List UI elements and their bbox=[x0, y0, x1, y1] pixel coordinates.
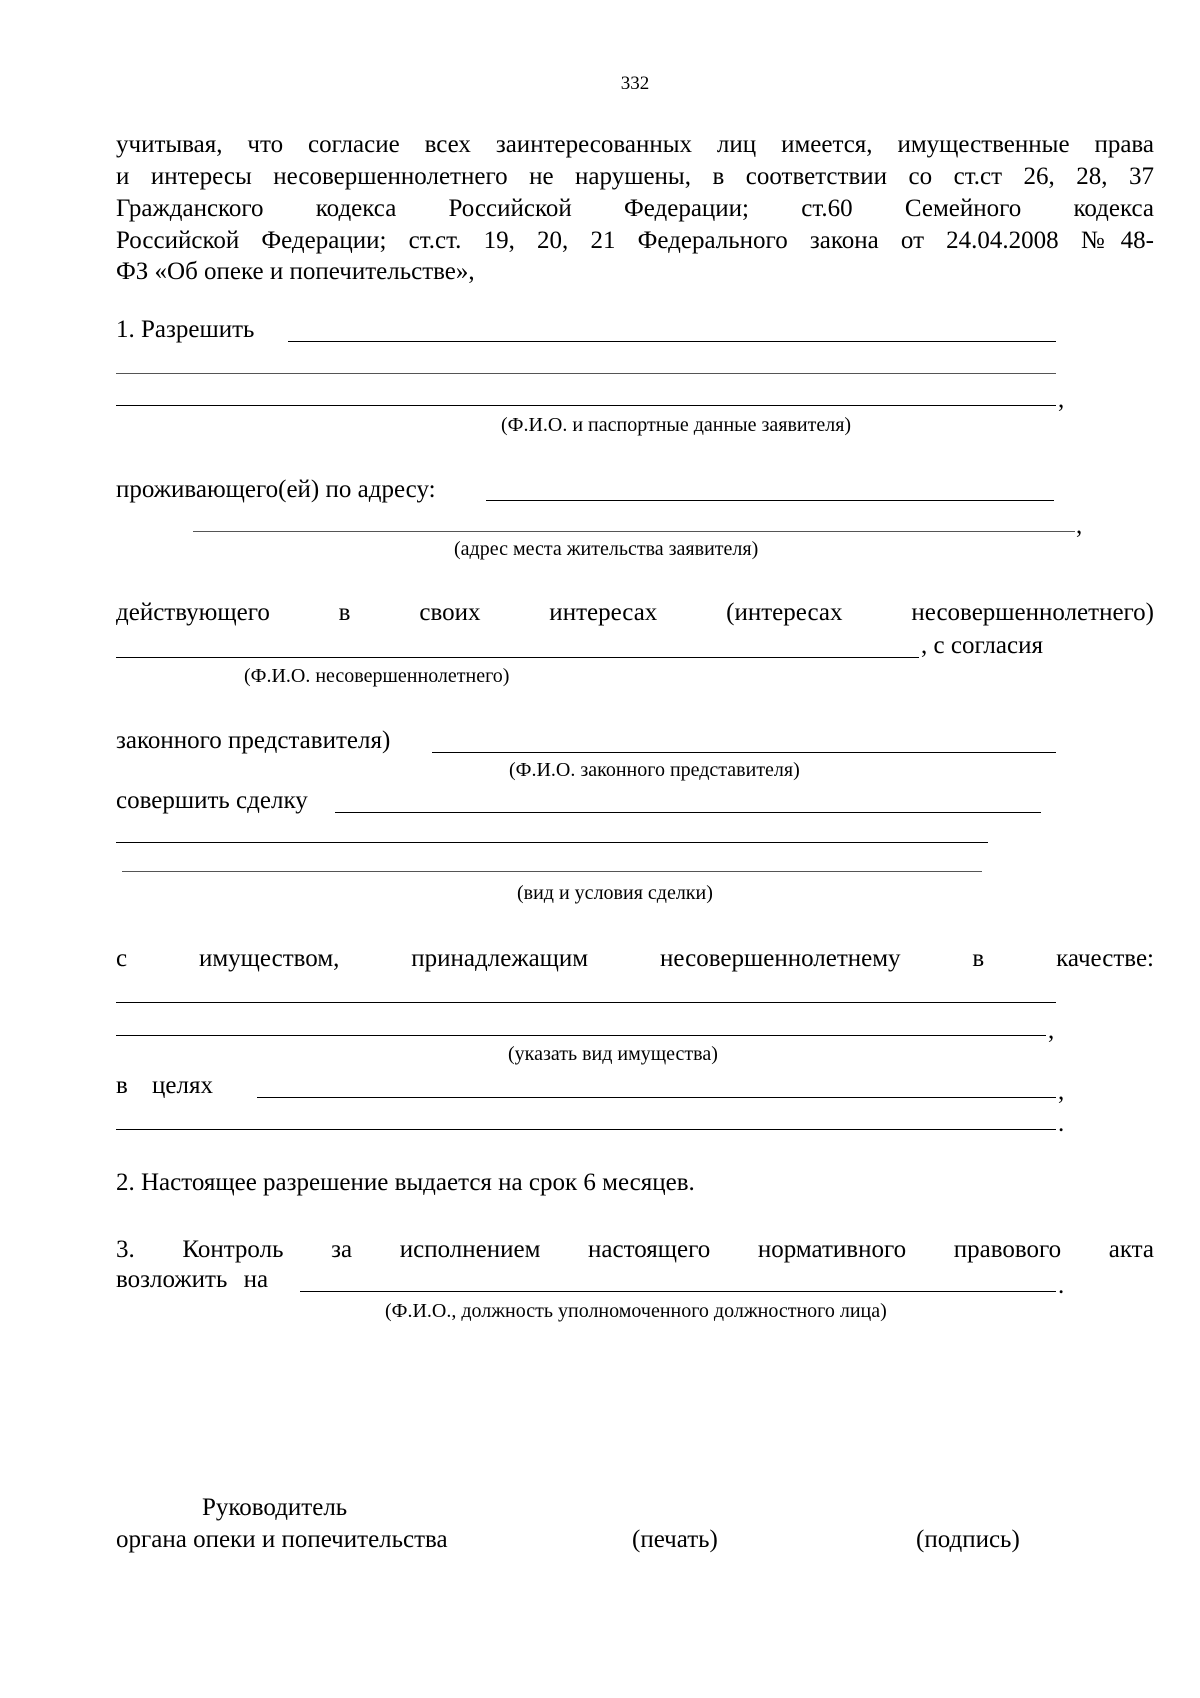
intro-line: ФЗ «Об опеке и попечительстве», bbox=[116, 258, 475, 285]
property-caption: (указать вид имущества) bbox=[508, 1043, 718, 1065]
rep-label: законного представителя) bbox=[116, 727, 391, 754]
intro-line: учитывая, что согласие всех заинтересованных лиц имеется, имущественные права bbox=[116, 131, 1154, 158]
deal-line[interactable] bbox=[122, 871, 982, 872]
intro-line: Гражданского кодекса Российской Федерации; ст.60 Семейного кодекса bbox=[116, 195, 1154, 222]
responsible-line[interactable] bbox=[300, 1291, 1056, 1292]
intro-line: Российской Федерации; ст.ст. 19, 20, 21 Федерального закона от 24.04.2008 №48- bbox=[116, 227, 1154, 254]
deal-caption: (вид и условия сделки) bbox=[517, 882, 713, 904]
rep-caption: (Ф.И.О. законного представителя) bbox=[509, 759, 800, 781]
item1-label: 1. Разрешить bbox=[116, 316, 255, 343]
item3-line1: 3. Контроль за исполнением настоящего нормативного правового акта bbox=[116, 1236, 1154, 1263]
stamp-placeholder: (печать) bbox=[632, 1526, 718, 1553]
item3-label: возложить на bbox=[116, 1266, 269, 1293]
applicant-line[interactable] bbox=[288, 341, 1056, 342]
purpose-line[interactable] bbox=[116, 1129, 1056, 1130]
purpose-label: в целях bbox=[116, 1072, 214, 1099]
consent-text: , с согласия bbox=[921, 632, 1043, 659]
applicant-line[interactable] bbox=[116, 405, 1056, 406]
deal-line[interactable] bbox=[116, 842, 988, 843]
property-line-blank[interactable] bbox=[116, 1035, 1046, 1036]
deal-line[interactable] bbox=[335, 812, 1041, 813]
address-line[interactable] bbox=[486, 500, 1054, 501]
address-label: проживающего(ей) по адресу: bbox=[116, 476, 436, 503]
item3-caption: (Ф.И.О., должность уполномоченного должностного лица) bbox=[385, 1300, 887, 1322]
item2-text: 2. Настоящее разрешение выдается на срок 6 месяцев. bbox=[116, 1169, 695, 1196]
signature-title-line2: органа опеки и попечительства bbox=[116, 1526, 448, 1553]
address-line[interactable] bbox=[193, 531, 1075, 532]
applicant-caption: (Ф.И.О. и паспортные данные заявителя) bbox=[501, 414, 852, 436]
applicant-line[interactable] bbox=[116, 373, 1056, 374]
minor-line[interactable] bbox=[116, 657, 919, 658]
page-number: 332 bbox=[620, 73, 650, 94]
address-caption: (адрес места жительства заявителя) bbox=[454, 538, 759, 560]
signature-placeholder: (подпись) bbox=[916, 1526, 1020, 1553]
property-line-blank[interactable] bbox=[116, 1002, 1056, 1003]
minor-caption: (Ф.И.О. несовершеннолетнего) bbox=[244, 665, 510, 687]
purpose-line[interactable] bbox=[257, 1097, 1056, 1098]
rep-line[interactable] bbox=[432, 752, 1056, 753]
property-line: с имуществом, принадлежащим несовершеннолетнему в качестве: bbox=[116, 945, 1154, 972]
acting-line: действующего в своих интересах (интересах несовершеннолетнего) bbox=[116, 599, 1154, 626]
deal-label: совершить сделку bbox=[116, 787, 308, 814]
intro-line: и интересы несовершеннолетнего не нарушены, в соответствии со ст.ст 26, 28, 37 bbox=[116, 163, 1154, 190]
signature-title-line1: Руководитель bbox=[202, 1494, 348, 1521]
